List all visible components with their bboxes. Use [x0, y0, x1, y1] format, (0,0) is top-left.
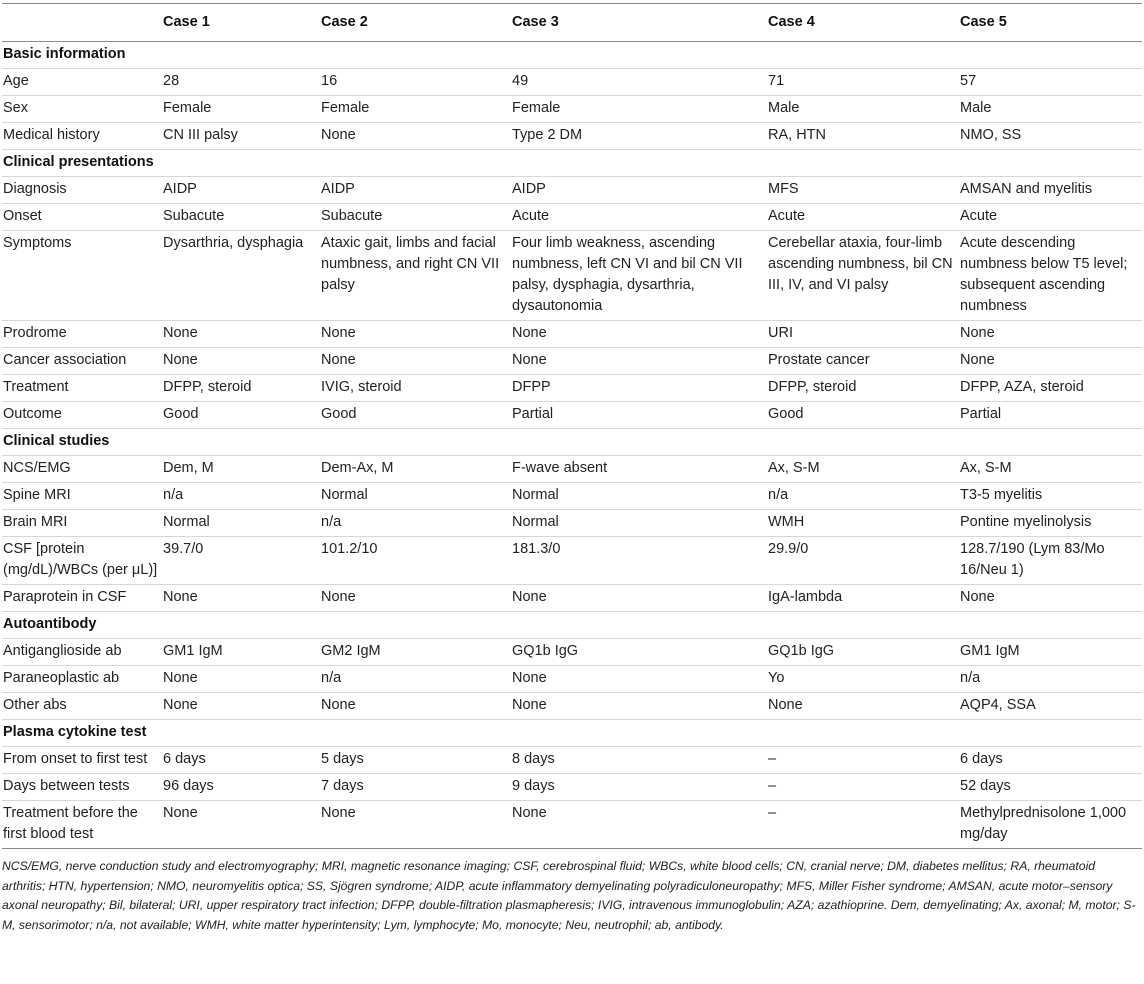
case-1-cell: None [163, 352, 198, 368]
row-label-cell: Treatment [3, 379, 69, 395]
case-2-cell: AIDP [321, 181, 355, 197]
case-3-cell: AIDP [512, 181, 546, 197]
clinical-table [2, 3, 1142, 849]
case-5-cell: None [960, 325, 995, 341]
case-5-cell: Pontine myelinolysis [960, 514, 1092, 530]
case-4-cell: None [768, 697, 803, 713]
case-5-cell: AQP4, SSA [960, 697, 1036, 713]
case-3-cell: 8 days [512, 751, 555, 767]
case-1-cell: None [163, 589, 198, 605]
header-cell-label [2, 4, 163, 42]
case-4-cell: DFPP, steroid [768, 379, 857, 395]
case-4-cell: Acute [768, 208, 806, 224]
case-2-cell: n/a [321, 514, 342, 530]
case-5-cell: 128.7/190 (Lym 83/Mo 16/Neu 1) [960, 541, 1105, 578]
case-1-cell: Good [163, 406, 199, 422]
table-row [2, 693, 1142, 720]
table-row [2, 639, 1142, 666]
case-5-cell: AMSAN and myelitis [960, 181, 1093, 197]
section-title: Clinical presentations [3, 154, 154, 170]
table-row [2, 456, 1142, 483]
case-3-cell: F-wave absent [512, 460, 608, 476]
case-2-cell: None [321, 127, 356, 143]
table-row [2, 123, 1142, 150]
case-5-cell: None [960, 589, 995, 605]
table-row [2, 375, 1142, 402]
case-4-cell: RA, HTN [768, 127, 826, 143]
table-row [2, 483, 1142, 510]
section-title: Autoantibody [3, 616, 97, 632]
case-2-cell: IVIG, steroid [321, 379, 402, 395]
case-5-cell: Acute [960, 208, 998, 224]
case-1-cell: Dem, M [163, 460, 214, 476]
case-2-cell: Good [321, 406, 357, 422]
table-row [2, 402, 1142, 429]
table-row [2, 321, 1142, 348]
case-3-cell: Partial [512, 406, 554, 422]
case-1-cell: Female [163, 100, 212, 116]
case-3-cell: Four limb weakness, ascending numbness, left CN VI and bil CN VII palsy, dysphagia, dysarthria, dysautonomia [512, 235, 743, 314]
case-2-cell: 7 days [321, 778, 364, 794]
case-2-cell: Subacute [321, 208, 383, 224]
row-label-cell: Cancer association [3, 352, 127, 368]
case-2-cell: None [321, 805, 356, 821]
row-label-cell: CSF [protein (mg/dL)/WBCs (per μL)] [3, 541, 158, 578]
row-label-cell: Days between tests [3, 778, 130, 794]
case-1-cell: Normal [163, 514, 210, 530]
case-4-cell: – [768, 778, 777, 794]
case-5-cell: 6 days [960, 751, 1003, 767]
case-2-cell: Dem-Ax, M [321, 460, 394, 476]
case-2-cell: Ataxic gait, limbs and facial numbness, and right CN VII palsy [321, 235, 500, 293]
row-label-cell: Antiganglioside ab [3, 643, 122, 659]
row-label-cell: Medical history [3, 127, 100, 143]
case-4-cell: Cerebellar ataxia, four-limb ascending numbness, bil CN III, IV, and VI palsy [768, 235, 953, 293]
case-5-cell: Ax, S-M [960, 460, 1012, 476]
header-cell-case-1: Case 1 [163, 14, 210, 30]
row-label-cell: Brain MRI [3, 514, 68, 530]
case-5-cell: None [960, 352, 995, 368]
case-2-cell: Female [321, 100, 370, 116]
table-row [2, 666, 1142, 693]
case-3-cell: None [512, 670, 547, 686]
case-4-cell: Ax, S-M [768, 460, 820, 476]
section-header-row [2, 150, 1142, 177]
section-header-row [2, 720, 1142, 747]
case-3-cell: None [512, 589, 547, 605]
case-3-cell: Female [512, 100, 561, 116]
header-cell-case-2: Case 2 [321, 14, 368, 30]
case-1-cell: 96 days [163, 778, 214, 794]
case-4-cell: Male [768, 100, 800, 116]
case-3-cell: Normal [512, 514, 559, 530]
header-cell-case-5: Case 5 [960, 14, 1007, 30]
case-3-cell: None [512, 352, 547, 368]
row-label-cell: Paraneoplastic ab [3, 670, 120, 686]
case-4-cell: Good [768, 406, 804, 422]
table-header [2, 4, 1142, 42]
case-1-cell: AIDP [163, 181, 197, 197]
case-1-cell: n/a [163, 487, 184, 503]
table-row [2, 510, 1142, 537]
table-row [2, 231, 1142, 321]
case-5-cell: 57 [960, 73, 977, 89]
row-label-cell: Symptoms [3, 235, 72, 251]
case-4-cell: 29.9/0 [768, 541, 809, 557]
case-1-cell: None [163, 697, 198, 713]
table-row [2, 348, 1142, 375]
case-4-cell: IgA-lambda [768, 589, 843, 605]
row-label-cell: Spine MRI [3, 487, 71, 503]
case-1-cell: CN III palsy [163, 127, 238, 143]
table-row [2, 774, 1142, 801]
case-4-cell: MFS [768, 181, 799, 197]
row-label-cell: Outcome [3, 406, 62, 422]
table-row [2, 747, 1142, 774]
table-row [2, 585, 1142, 612]
case-1-cell: 39.7/0 [163, 541, 204, 557]
table-row [2, 801, 1142, 849]
row-label-cell: Other abs [3, 697, 67, 713]
case-3-cell: 9 days [512, 778, 555, 794]
case-5-cell: Acute descending numbness below T5 level; subsequent ascending numbness [960, 235, 1128, 314]
case-2-cell: n/a [321, 670, 342, 686]
case-1-cell: DFPP, steroid [163, 379, 252, 395]
case-5-cell: T3-5 myelitis [960, 487, 1043, 503]
table-row [2, 96, 1142, 123]
row-label-cell: Prodrome [3, 325, 67, 341]
case-4-cell: Prostate cancer [768, 352, 870, 368]
case-2-cell: None [321, 697, 356, 713]
case-2-cell: None [321, 352, 356, 368]
case-2-cell: 5 days [321, 751, 364, 767]
case-4-cell: – [768, 751, 777, 767]
table-row [2, 537, 1142, 585]
case-2-cell: Normal [321, 487, 368, 503]
case-1-cell: None [163, 670, 198, 686]
row-label-cell: NCS/EMG [3, 460, 71, 476]
row-label-cell: Age [3, 73, 29, 89]
case-2-cell: 101.2/10 [321, 541, 378, 557]
case-3-cell: Type 2 DM [512, 127, 583, 143]
case-1-cell: 28 [163, 73, 180, 89]
case-4-cell: URI [768, 325, 793, 341]
case-3-cell: None [512, 697, 547, 713]
case-2-cell: None [321, 589, 356, 605]
table-body [2, 42, 1142, 849]
case-3-cell: 181.3/0 [512, 541, 561, 557]
row-label-cell: Diagnosis [3, 181, 67, 197]
case-5-cell: NMO, SS [960, 127, 1022, 143]
header-cell-case-3: Case 3 [512, 14, 559, 30]
case-1-cell: GM1 IgM [163, 643, 223, 659]
section-header-row [2, 612, 1142, 639]
case-5-cell: Partial [960, 406, 1002, 422]
header-cell-case-4: Case 4 [768, 14, 815, 30]
case-4-cell: WMH [768, 514, 805, 530]
section-title: Clinical studies [3, 433, 110, 449]
case-2-cell: GM2 IgM [321, 643, 381, 659]
case-4-cell: – [768, 805, 777, 821]
case-4-cell: n/a [768, 487, 789, 503]
case-3-cell: Acute [512, 208, 550, 224]
case-3-cell: 49 [512, 73, 529, 89]
case-1-cell: 6 days [163, 751, 206, 767]
case-2-cell: None [321, 325, 356, 341]
case-4-cell: 71 [768, 73, 785, 89]
case-2-cell: 16 [321, 73, 338, 89]
case-5-cell: Methylprednisolone 1,000 mg/day [960, 805, 1127, 842]
case-3-cell: None [512, 325, 547, 341]
row-label-cell: Treatment before the first blood test [3, 805, 138, 842]
row-label-cell: Onset [3, 208, 42, 224]
table-row [2, 204, 1142, 231]
case-1-cell: None [163, 325, 198, 341]
case-3-cell: Normal [512, 487, 559, 503]
row-label-cell: From onset to first test [3, 751, 148, 767]
case-1-cell: None [163, 805, 198, 821]
case-3-cell: DFPP [512, 379, 551, 395]
case-5-cell: n/a [960, 670, 981, 686]
section-header-row [2, 429, 1142, 456]
header-row [2, 4, 1142, 42]
case-4-cell: GQ1b IgG [768, 643, 835, 659]
case-4-cell: Yo [768, 670, 785, 686]
table-row [2, 177, 1142, 204]
table-footnote: NCS/EMG, nerve conduction study and electromyography; MRI, magnetic resonance imaging; CSF, cerebrospinal fluid; WBCs, white blood cells; CN, cranial nerve; DM, diabetes mellitus; RA, rheumatoid arthritis; HTN, hypertension; NMO, neuromyelitis optica; SS, Sjögren syndrome; AIDP, acute inflammatory demyelinating polyradiculoneuropathy; MFS, Miller Fisher syndrome; AMSAN, acute motor–sensory axonal neuropathy; Bil, bilateral; URI, upper respiratory tract infection; DFPP, double-filtration plasmapheresis; IVIG, intravenous immunoglobulin; AZA; azathioprine. Dem, demyelinating; Ax, axonal; M, motor; S-M, sensorimotor; n/a, not available; WMH, white matter hyperintensity; Lym, lymphocyte; Mo, monocyte; Neu, neutrophil; ab, antibody. [2, 859, 1136, 932]
section-header-row [2, 42, 1142, 69]
case-3-cell: None [512, 805, 547, 821]
row-label-cell: Paraprotein in CSF [3, 589, 127, 605]
section-title: Basic information [3, 46, 126, 62]
table-row [2, 69, 1142, 96]
case-1-cell: Subacute [163, 208, 225, 224]
case-3-cell: GQ1b IgG [512, 643, 579, 659]
case-5-cell: DFPP, AZA, steroid [960, 379, 1084, 395]
case-1-cell: Dysarthria, dysphagia [163, 235, 304, 251]
section-title: Plasma cytokine test [3, 724, 147, 740]
row-label-cell: Sex [3, 100, 28, 116]
case-5-cell: 52 days [960, 778, 1011, 794]
case-5-cell: GM1 IgM [960, 643, 1020, 659]
case-5-cell: Male [960, 100, 992, 116]
